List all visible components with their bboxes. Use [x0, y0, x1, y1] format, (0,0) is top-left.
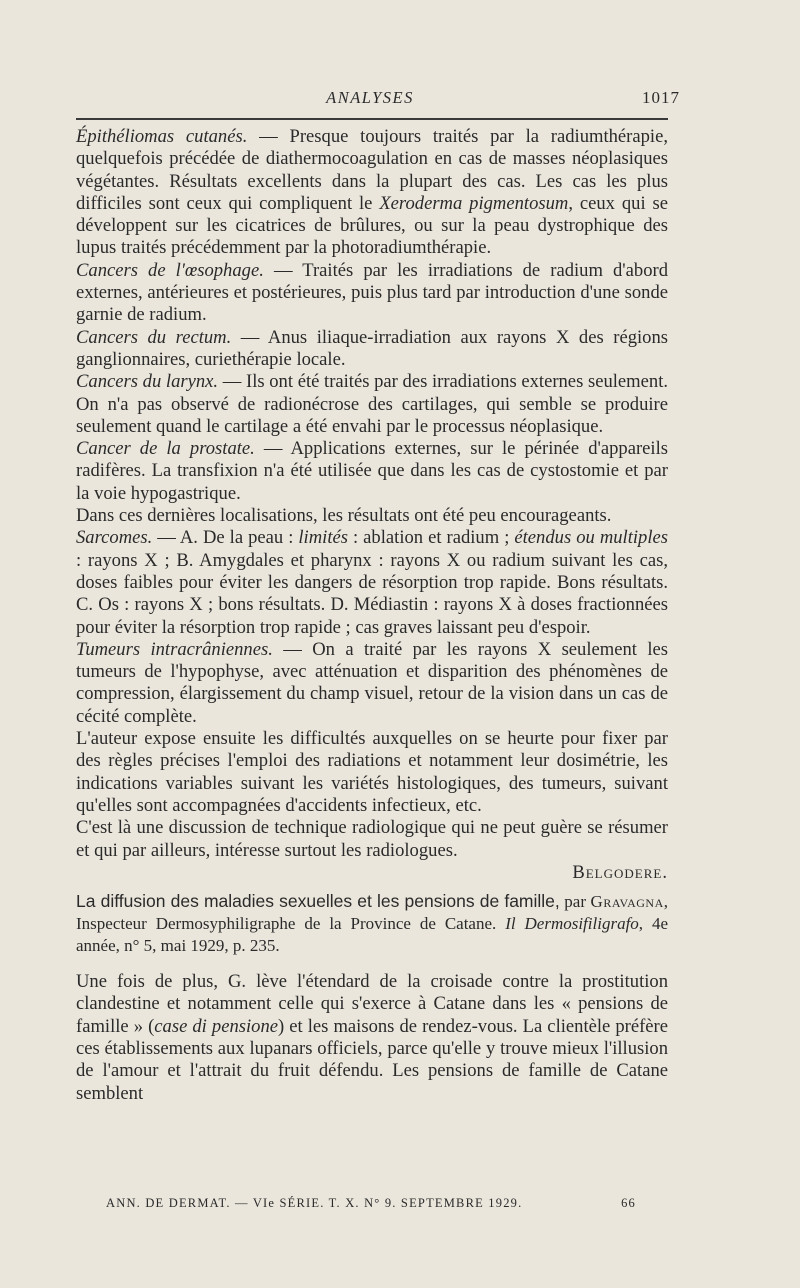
article-title: La diffusion des maladies sexuelles et les pensions de famille, — [76, 891, 560, 912]
section-heading: Tumeurs intracrâniennes. — [76, 638, 273, 660]
section-heading: Cancer de la prostate. — [76, 438, 255, 460]
paragraph-text: — Ils ont été traités par des irradiations externes seulement. On n'a pas observé de radionécrose des cartilages, qui semble se produire seulement quand le cartilage a été envahi par le processus néoplasique. — [76, 371, 669, 437]
article-summary — [76, 971, 668, 1105]
paragraph-resultats — [76, 505, 668, 527]
paragraph-rectum — [76, 327, 668, 372]
paragraph-oesophage — [76, 260, 668, 327]
paragraph-discussion — [76, 817, 668, 862]
paragraph-tumeurs — [76, 639, 668, 728]
section-heading: Sarcomes. — [76, 527, 153, 549]
italic-term: case di pensione — [154, 1015, 278, 1037]
paragraph-prostate — [76, 438, 668, 505]
section-heading: Épithéliomas cutanés. — [76, 126, 248, 147]
italic-term: étendus ou multiples — [514, 527, 668, 549]
article-author: Gravagna — [590, 892, 664, 912]
paragraph-text: — Applications externes, sur le périnée d'appareils radifères. La transfixion n'a été utilisée que dans les cas de cystostomie et par la voie hypogastrique. — [76, 438, 668, 504]
journal-name: Il Dermosifiligrafo — [505, 914, 639, 934]
journal-citation: , 4e année, n° 5, mai 1929, p. 235. — [76, 914, 669, 956]
paragraph-text: — Traités par les irradiations de radium d'abord externes, antérieures et postérieures, puis plus tard par introduction d'une sonde garnie de radium. — [76, 259, 668, 326]
paragraph-sarcomes — [76, 527, 668, 638]
reviewer-signature: Belgodere. — [572, 861, 668, 883]
paragraph-text: , ceux qui se développent sur les cicatrices de brûlures, ou sur la peau dystrophique des lupus traités précédemment par la photoradiumthérapie. — [76, 192, 668, 259]
italic-term: limités — [298, 527, 348, 549]
header-rule — [76, 118, 668, 120]
page-number: 1017 — [642, 88, 680, 107]
paragraph-text: Dans ces dernières localisations, les résultats ont été peu encourageants. — [76, 505, 612, 527]
paragraph-text: : ablation et radium ; — [347, 527, 515, 549]
author-description: , Inspecteur Dermosyphiligraphe de la Province de Catane. — [76, 892, 668, 934]
sheet-number: 66 — [621, 1196, 636, 1210]
italic-term: Xeroderma pigmentosum — [379, 192, 569, 214]
article-reference — [76, 890, 668, 957]
paragraph-text: — On a traité par les rayons X seulement les tumeurs de l'hypophyse, avec atténuation et disparition des phénomènes de compression, élargissement du champ visuel, retour de la vision dans un cas de cécité complète. — [76, 638, 669, 727]
running-title: ANALYSES — [326, 88, 414, 107]
section-heading: Cancers du rectum. — [76, 326, 232, 348]
paragraph-auteur — [76, 728, 668, 817]
paragraph-text: C'est là une discussion de technique radiologique qui ne peut guère se résumer et qui par ailleurs, intéresse surtout les radiologues. — [76, 817, 668, 861]
section-heading: Cancers de l'œsophage. — [76, 259, 264, 281]
page-header — [0, 88, 800, 114]
article-by: par — [559, 892, 591, 912]
paragraph-text: — A. De la peau : — [152, 527, 299, 549]
main-text — [76, 126, 668, 1105]
paragraph-text: Une fois de plus, G. lève l'étendard de la croisade contre la prostitution clandestine et notamment celle qui s'exerce à Catane dans les « pensions de famille » ( — [76, 971, 668, 1037]
paragraph-text: ) et les maisons de rendez-vous. La clientèle préfère ces établissements aux lupanars officiels, parce qu'elle y trouve mieux l'illusion de l'amour et l'attrait du fruit défendu. Les pensions de famille de Catane semblent — [76, 1015, 668, 1104]
paragraph-text: L'auteur expose ensuite les difficultés auxquelles on se heurte pour fixer par des règles précises l'emploi des radiations et notamment leur dosimétrie, les indications variables suivant les variétés histologiques, des tumeurs, suivant qu'elles sont accompagnées d'accidents infectieux, etc. — [76, 728, 668, 816]
paragraph-text: — Anus iliaque-irradiation aux rayons X des régions ganglionnaires, curiethérapie locale. — [76, 326, 668, 370]
paragraph-larynx — [76, 371, 668, 438]
paragraph-text: : rayons X ; B. Amygdales et pharynx : rayons X ou radium suivant les cas, doses faibles pour éviter les dangers de résorption trop rapide. Bons résultats. C. Os : rayons X ; bons résultats. D. Médiastin : rayons X à doses fractionnées pour éviter la résorption trop rapide ; cas graves laissant peu d'espoir. — [76, 549, 668, 638]
section-heading: Cancers du larynx. — [76, 371, 219, 393]
paragraph-epitheliomas — [76, 126, 668, 260]
paragraph-text: — Presque toujours traités par la radiumthérapie, quelquefois précédée de diathermocoagulation en cas de masses néoplasiques végétantes. Résultats excellents dans la plupart des cas. Les cas les plus difficiles sont ceux qui compliquent le — [76, 126, 668, 214]
journal-footer-citation: ANN. DE DERMAT. — VIe SÉRIE. T. X. N° 9. SEPTEMBRE 1929. — [106, 1196, 523, 1210]
